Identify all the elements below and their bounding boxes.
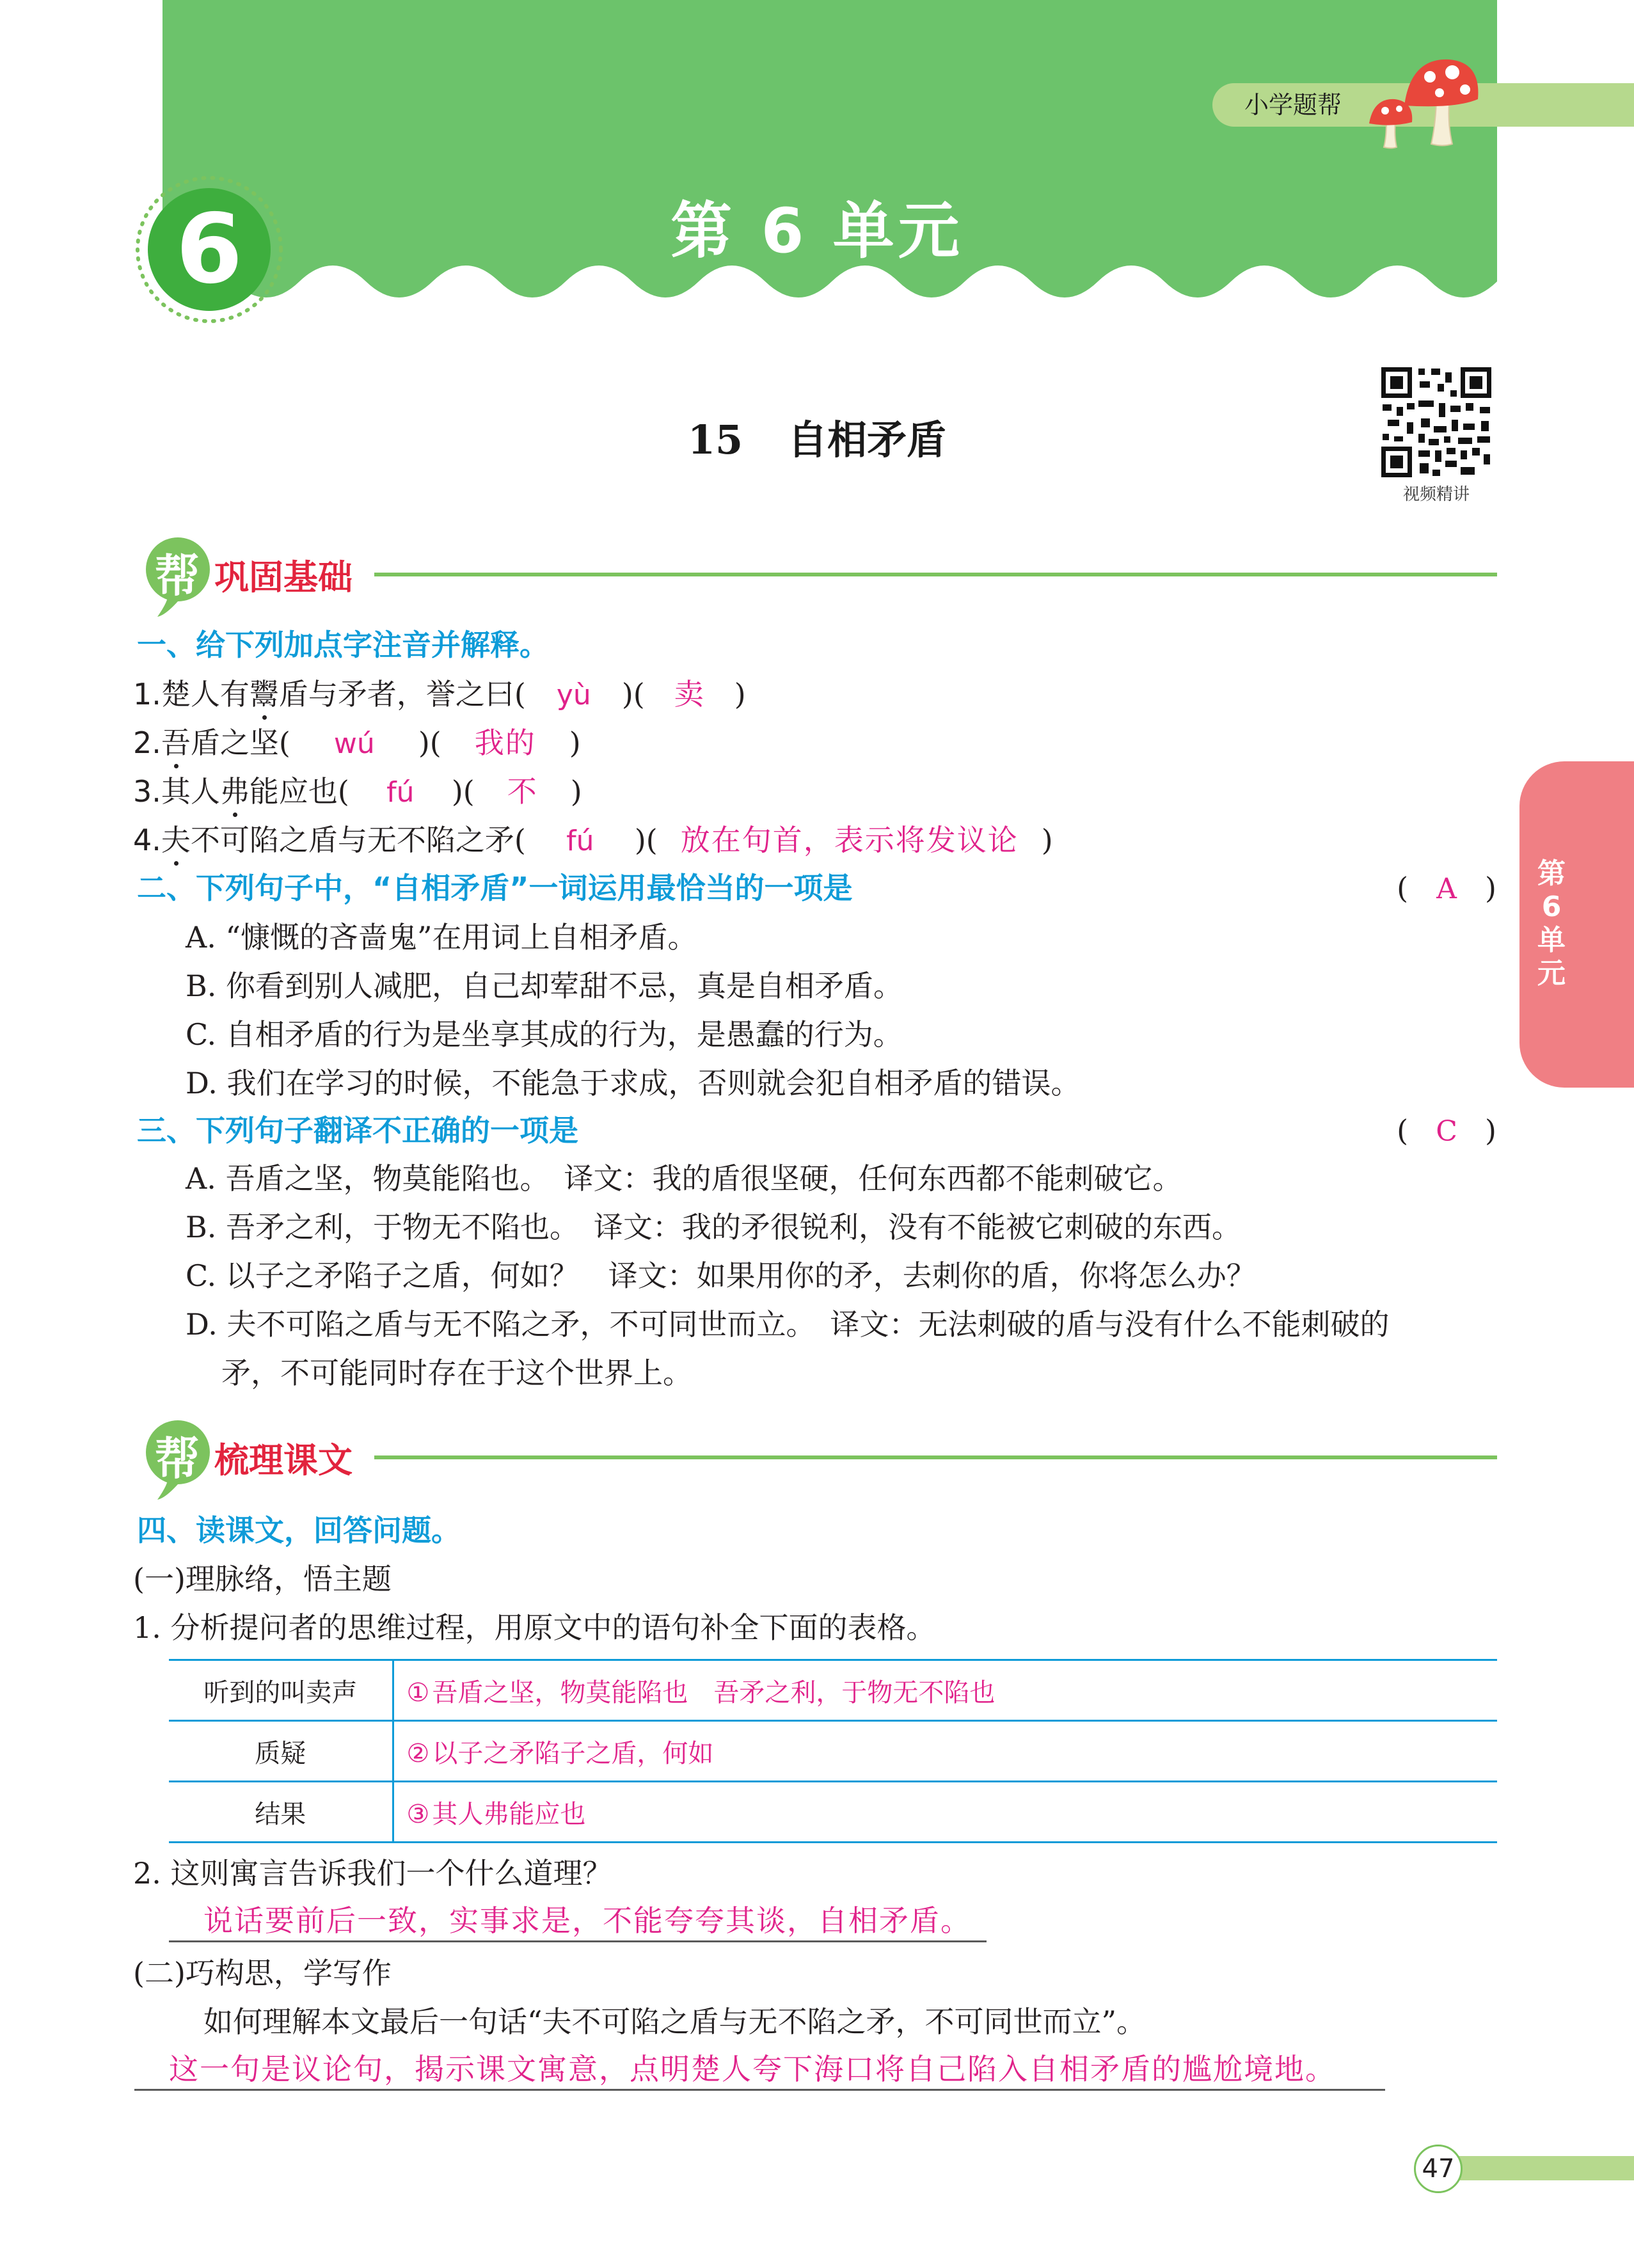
unit-title: 第 6 单元 — [670, 195, 964, 267]
q4-part1-title: (一)理脉络，悟主题 — [133, 1562, 392, 1596]
meaning-answer: 我的 — [474, 726, 536, 760]
lesson-name: 自相矛盾 — [788, 416, 947, 463]
item-text: 不可陷之盾与无不陷之矛( — [190, 823, 526, 857]
table-row — [169, 1782, 1497, 1843]
item-text: )( — [418, 726, 441, 760]
section-header-basics — [134, 526, 1497, 622]
paren-open: ( — [1397, 871, 1409, 905]
q4-task2: 2. 这则寓言告诉我们一个什么道理？ — [133, 1856, 612, 1891]
table-value — [393, 1721, 1497, 1782]
pinyin-answer: fú — [566, 825, 594, 857]
meaning-answer: 放在句首，表示将发议论 — [680, 823, 1019, 857]
qr-caption: 视频精讲 — [1402, 485, 1470, 504]
page-number-strip — [1443, 2156, 1634, 2180]
item-text: 楚人有 — [161, 677, 250, 711]
lesson-number: 15 — [687, 416, 743, 463]
q4-heading: 四、读课文，回答问题。 — [137, 1513, 461, 1548]
table-row — [169, 1721, 1497, 1782]
unit-banner — [163, 0, 1497, 320]
item-number: 4. — [133, 823, 161, 857]
table-key: 听到的叫卖声 — [169, 1660, 393, 1721]
item-number: 3. — [133, 774, 161, 809]
paren-open: ( — [1397, 1113, 1409, 1148]
pinyin-answer: yù — [556, 679, 591, 711]
q3-answer: C — [1436, 1115, 1457, 1148]
q2-answer: A — [1436, 873, 1457, 905]
dotted-char: 夫 — [161, 821, 191, 859]
banner-background — [163, 0, 1497, 320]
q4-answer3: 这一句是议论句，揭示课文寓意，点明楚人夸下海口将自己陷入自相矛盾的尴尬境地。 — [169, 2052, 1336, 2086]
q1-item-4 — [133, 821, 1053, 860]
table-answer: 吾盾之坚，物莫能陷也 吾矛之利，于物无不陷也 — [432, 1677, 995, 1708]
pinyin-answer: wú — [333, 727, 375, 760]
table-answer: 其人弗能应也 — [432, 1799, 586, 1829]
answer-underline — [134, 2089, 1385, 2091]
side-tab-label: 第6单元 — [1537, 857, 1566, 990]
q2-answer-box — [1397, 869, 1496, 908]
brand-label: 小学题帮 — [1244, 91, 1342, 119]
section-header-review — [134, 1409, 1497, 1505]
q4-answer2: 说话要前后一致，实事求是，不能夸夸其谈，自相矛盾。 — [203, 1903, 971, 1938]
item-text: )( — [634, 823, 658, 857]
item-text: )( — [621, 677, 645, 711]
dotted-char: 鬻 — [250, 675, 279, 713]
q2-option-a: A. “慷慨的吝啬鬼”在用词上自相矛盾。 — [186, 920, 697, 955]
circled-number: ③ — [406, 1799, 430, 1829]
item-number: 1. — [133, 677, 161, 711]
circled-number: ② — [406, 1738, 430, 1768]
q3-option-d-continued: 矛，不可能同时存在于这个世界上。 — [221, 1356, 692, 1390]
q4-task3: 如何理解本文最后一句话“夫不可陷之盾与无不陷之矛，不可同世而立”。 — [203, 2004, 1146, 2039]
page-number: 47 — [1422, 2154, 1455, 2184]
item-number: 2. — [133, 726, 161, 760]
item-text: ) — [734, 677, 746, 711]
item-text: ) — [569, 726, 581, 760]
q4-part2-title: (二)巧构思，学写作 — [133, 1956, 392, 1990]
dotted-char: 弗 — [220, 772, 250, 811]
q3-option-b: B. 吾矛之利，于物无不陷也。 译文：我的矛很锐利，没有不能被它刺破的东西。 — [186, 1210, 1242, 1244]
item-text: 其人 — [161, 774, 220, 809]
dotted-char: 吾 — [161, 724, 191, 762]
q2-option-b: B. 你看到别人减肥，自己却荤甜不忌，真是自相矛盾。 — [186, 969, 903, 1003]
answer-underline — [169, 1940, 987, 1942]
item-text: ) — [1041, 823, 1053, 857]
q1-item-3 — [133, 772, 582, 812]
mushroom-icon — [1360, 54, 1481, 150]
pinyin-answer: fú — [386, 776, 415, 809]
meaning-answer: 不 — [507, 774, 538, 809]
table-key: 结果 — [169, 1782, 393, 1843]
unit-number: 6 — [175, 194, 243, 305]
q2-option-d: D. 我们在学习的时候，不能急于求成，否则就会犯自相矛盾的错误。 — [186, 1066, 1081, 1100]
item-text: 盾之坚( — [190, 726, 290, 760]
table-row — [169, 1660, 1497, 1721]
q3-option-d: D. 夫不可陷之盾与无不陷之矛，不可同世而立。 译文：无法刺破的盾与没有什么不能刺破的 — [186, 1307, 1390, 1342]
meaning-answer: 卖 — [674, 677, 705, 711]
q2-heading: 二、下列句子中，“自相矛盾”一词运用最恰当的一项是 — [137, 871, 853, 905]
paren-close: ) — [1485, 1113, 1496, 1148]
q3-option-c: C. 以子之矛陷子之盾，何如？ 译文：如果用你的矛，去刺你的盾，你将怎么办？ — [186, 1258, 1256, 1293]
section-rule — [374, 1455, 1497, 1459]
item-text: ) — [570, 774, 582, 809]
item-text: 盾与矛者，誉之曰( — [278, 677, 526, 711]
section-badge-text: 帮 — [155, 1432, 200, 1485]
q3-heading: 三、下列句子翻译不正确的一项是 — [137, 1113, 578, 1148]
q3-option-a: A. 吾盾之坚，物莫能陷也。 译文：我的盾很坚硬，任何东西都不能刺破它。 — [186, 1161, 1182, 1196]
q4-task1: 1. 分析提问者的思维过程，用原文中的语句补全下面的表格。 — [133, 1610, 936, 1645]
item-text: )( — [451, 774, 475, 809]
paren-close: ) — [1485, 871, 1496, 905]
section-rule — [374, 573, 1497, 576]
item-text: 能应也( — [249, 774, 349, 809]
table-value — [393, 1782, 1497, 1843]
lesson-title — [0, 408, 1634, 465]
circled-number: ① — [406, 1677, 430, 1708]
thinking-process-table — [169, 1659, 1497, 1843]
table-answer: 以子之矛陷子之盾，何如 — [432, 1738, 714, 1768]
section-badge-text: 帮 — [155, 550, 200, 602]
q2-option-c: C. 自相矛盾的行为是坐享其成的行为，是愚蠢的行为。 — [186, 1017, 903, 1052]
section-label: 梳理课文 — [214, 1440, 353, 1480]
q1-item-1 — [133, 675, 746, 715]
q1-heading: 一、给下列加点字注音并解释。 — [137, 628, 549, 662]
q1-item-2 — [133, 724, 581, 763]
section-label: 巩固基础 — [214, 557, 353, 598]
table-value — [393, 1660, 1497, 1721]
q3-answer-box — [1397, 1111, 1496, 1151]
table-key: 质疑 — [169, 1721, 393, 1782]
